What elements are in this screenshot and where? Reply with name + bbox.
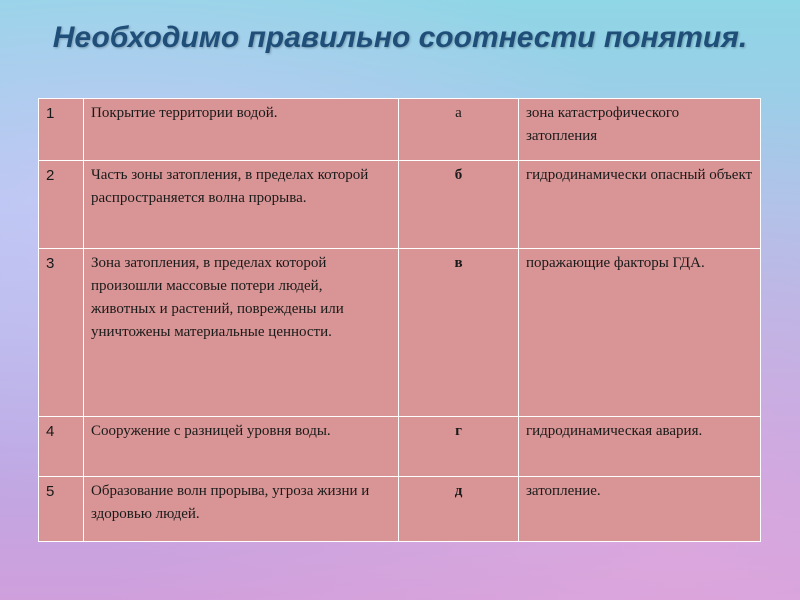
concept-cell: Часть зоны затопления, в пределах которой распространяется волна прорыва. [84, 161, 399, 249]
table-row [39, 417, 761, 477]
letter-cell: г [399, 417, 519, 477]
definition-cell: зона катастрофического затопления [519, 99, 761, 161]
table-row [39, 477, 761, 542]
definition-cell: гидродинамически опасный объект [519, 161, 761, 249]
letter-cell: в [399, 249, 519, 417]
row-number: 2 [39, 161, 84, 249]
table-row [39, 161, 761, 249]
letter-cell: а [399, 99, 519, 161]
matching-table [38, 98, 761, 542]
concept-cell: Образование волн прорыва, угроза жизни и здоровью людей. [84, 477, 399, 542]
row-number: 3 [39, 249, 84, 417]
row-number: 4 [39, 417, 84, 477]
concept-cell: Зона затопления, в пределах которой произошли массовые потери людей, животных и растений, повреждены или уничтожены материальные ценности. [84, 249, 399, 417]
concept-cell: Сооружение с разницей уровня воды. [84, 417, 399, 477]
definition-cell: поражающие факторы ГДА. [519, 249, 761, 417]
definition-cell: затопление. [519, 477, 761, 542]
slide-title: Необходимо правильно соотнести понятия. [52, 21, 748, 54]
row-number: 1 [39, 99, 84, 161]
table-row [39, 249, 761, 417]
table-row [39, 99, 761, 161]
concept-cell: Покрытие территории водой. [84, 99, 399, 161]
definition-cell: гидродинамическая авария. [519, 417, 761, 477]
letter-cell: б [399, 161, 519, 249]
row-number: 5 [39, 477, 84, 542]
letter-cell: д [399, 477, 519, 542]
